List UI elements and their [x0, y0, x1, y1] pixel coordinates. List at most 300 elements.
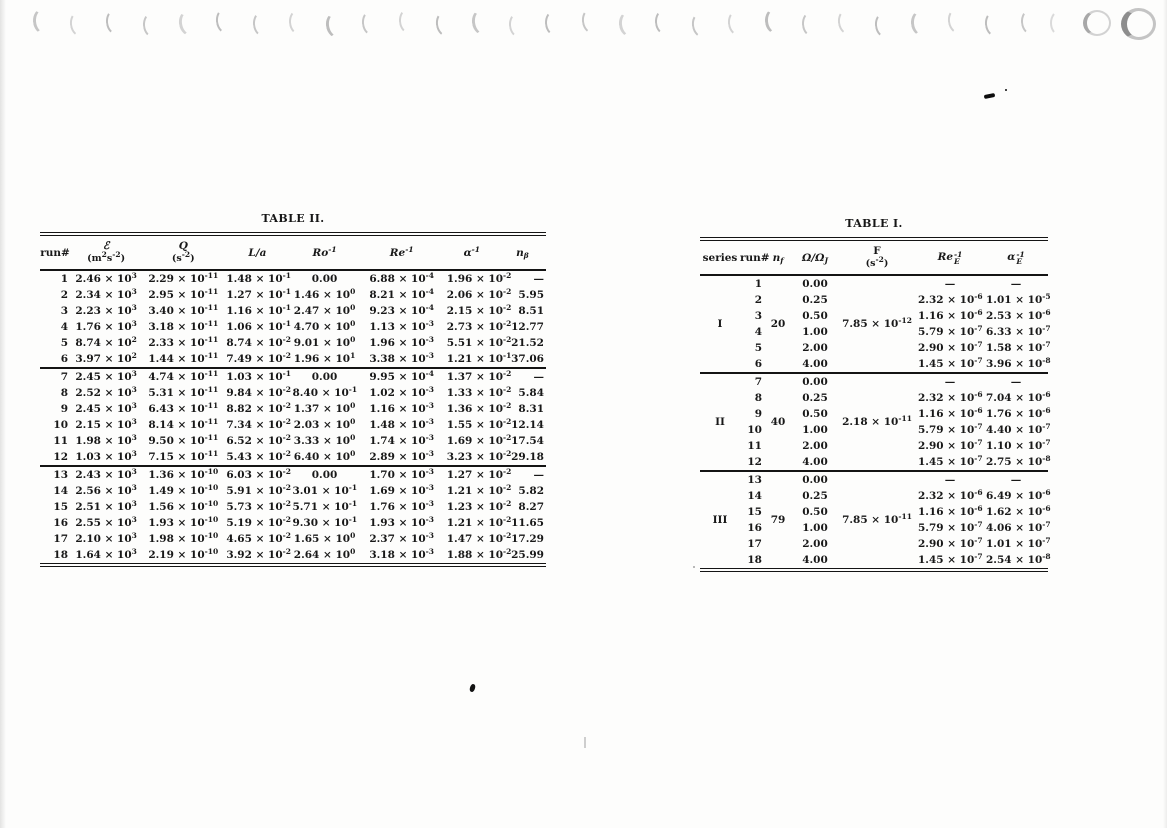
table-cell: 2.00 [802, 439, 828, 452]
table-cell: $9.84 \times 10^{-2}$ [226, 384, 291, 399]
table-cell: 10 [747, 423, 762, 436]
table-cell: $1.16 \times 10^{-6}$ [918, 503, 983, 518]
table-row [40, 270, 546, 287]
column-header: series [702, 251, 738, 264]
table-cell: 5.84 [518, 386, 544, 399]
table-cell: $1.56 \times 10^{-10}$ [148, 498, 219, 513]
table-cell: $2.23 \times 10^3$ [75, 302, 137, 317]
table-cell: 1 [60, 272, 69, 285]
table-cell: $1.55 \times 10^{-2}$ [446, 416, 512, 431]
table-cell: $2.89 \times 10^{-3}$ [369, 448, 434, 463]
table-cell: $2.43 \times 10^3$ [75, 466, 137, 481]
table-cell: $3.38 \times 10^{-3}$ [369, 350, 434, 365]
table-cell: $2.10 \times 10^3$ [75, 530, 137, 545]
table-cell: 17 [53, 532, 69, 545]
table-cell: $3.01 \times 10^{-1}$ [292, 482, 358, 497]
table-row [40, 385, 546, 401]
series-label: II [715, 415, 725, 428]
binding-coil-icon [801, 10, 823, 37]
table-cell: 15 [747, 505, 762, 518]
table-cell: $3.96 \times 10^{-8}$ [986, 355, 1051, 370]
binding-coil-icon [545, 9, 567, 36]
table-ii-title: TABLE II. [261, 212, 325, 225]
table-cell: 18 [53, 548, 69, 561]
table-cell: $1.02 \times 10^{-3}$ [369, 384, 434, 399]
binding-coil-icon [873, 11, 896, 39]
table-cell: $2.46 \times 10^3$ [75, 270, 137, 285]
binding-coil-icon [1020, 8, 1043, 36]
table-cell: 6 [60, 352, 69, 365]
binding-coil-icon [361, 9, 384, 37]
column-header: $\Omega/\Omega_J$ [801, 251, 829, 265]
table-cell: $2.33 \times 10^{-11}$ [148, 334, 219, 349]
table-cell: $8.14 \times 10^{-11}$ [148, 416, 219, 431]
table-cell: $7.04 \times 10^{-6}$ [986, 389, 1051, 404]
table-cell: $8.82 \times 10^{-2}$ [226, 400, 291, 415]
table-cell: — [944, 473, 956, 486]
table-cell: $8.74 \times 10^2$ [75, 334, 137, 349]
table-cell: 17.54 [511, 434, 544, 447]
table-cell: 3 [754, 309, 762, 322]
table-row [40, 401, 546, 417]
table-cell: $8.40 \times 10^{-1}$ [292, 384, 358, 399]
table-cell: 9 [754, 407, 762, 420]
table-cell: $2.06 \times 10^{-2}$ [446, 286, 512, 301]
table-cell: $1.03 \times 10^{-1}$ [226, 368, 291, 383]
table-cell: 8.31 [518, 402, 544, 415]
table-cell: $6.52 \times 10^{-2}$ [226, 432, 291, 447]
table-row [40, 531, 546, 547]
series-group [700, 373, 1051, 471]
column-header: $Ro^{-1}$ [312, 244, 337, 259]
table-cell: — [533, 468, 544, 481]
table-cell: 2.00 [802, 341, 828, 354]
table-cell: 12 [53, 450, 69, 463]
binding-coil-icon [288, 8, 310, 35]
binding-coil-icon [142, 11, 164, 39]
table-ii [40, 232, 546, 567]
table-cell: $1.16 \times 10^{-3}$ [369, 400, 434, 415]
table-cell: $1.16 \times 10^{-6}$ [918, 405, 983, 420]
table-cell: $6.43 \times 10^{-11}$ [148, 400, 219, 415]
table-cell: 11 [53, 434, 69, 447]
table-cell: 37.06 [511, 352, 544, 365]
table-cell: 16 [747, 521, 762, 534]
table-cell: $2.47 \times 10^0$ [293, 302, 356, 317]
table-cell: 5 [60, 336, 69, 349]
table-cell: 7 [60, 370, 69, 383]
table-cell: 2.00 [802, 537, 828, 550]
table-cell: 0.25 [802, 489, 828, 502]
table-cell: — [1010, 473, 1022, 486]
table-cell: $1.13 \times 10^{-3}$ [369, 318, 434, 333]
binding-coil-icon [617, 10, 641, 38]
table-cell: $7.49 \times 10^{-2}$ [226, 350, 291, 365]
table-row [40, 515, 546, 531]
nf-value: 79 [770, 513, 786, 526]
table-cell: $1.44 \times 10^{-11}$ [148, 350, 219, 365]
table-cell: 0.00 [802, 375, 828, 388]
table-cell: $9.30 \times 10^{-1}$ [292, 514, 358, 529]
table-cell: — [944, 277, 956, 290]
ink-speck [1005, 89, 1007, 91]
binding-coil-icon [1050, 10, 1070, 36]
table-cell: $1.69 \times 10^{-2}$ [446, 432, 512, 447]
column-header: run# [740, 251, 770, 264]
binding-coil-icon [507, 11, 530, 39]
table-cell: $2.52 \times 10^3$ [75, 384, 137, 399]
forcing-value: $7.85 \times 10^{-12}$ [842, 315, 912, 330]
column-header: $n_f$ [772, 251, 784, 265]
table-cell: 5.95 [518, 288, 544, 301]
table-cell: $9.50 \times 10^{-11}$ [148, 432, 219, 447]
table-cell: $2.32 \times 10^{-6}$ [918, 291, 983, 306]
table-cell: $9.01 \times 10^0$ [293, 334, 356, 349]
binding-coil-icon [251, 10, 274, 38]
table-cell: 4 [60, 320, 69, 333]
column-header: run# [40, 246, 70, 259]
table-cell: $3.40 \times 10^{-11}$ [148, 302, 219, 317]
table-cell: 13 [53, 468, 69, 481]
table-cell: $1.98 \times 10^3$ [75, 432, 137, 447]
table-cell: 4 [754, 325, 762, 338]
table-cell: 0.00 [802, 473, 828, 486]
table-cell: $2.45 \times 10^3$ [75, 400, 137, 415]
table-cell: 3 [60, 304, 69, 317]
table-cell: $1.58 \times 10^{-7}$ [986, 339, 1051, 354]
table-cell: $5.73 \times 10^{-2}$ [226, 498, 291, 513]
table-cell: 12.14 [511, 418, 544, 431]
table-cell: $1.96 \times 10^1$ [293, 350, 356, 365]
binding-ring-icon [1121, 8, 1156, 40]
table-row [40, 417, 546, 433]
table-cell: $6.88 \times 10^{-4}$ [369, 270, 434, 285]
table-cell: $1.10 \times 10^{-7}$ [986, 437, 1051, 452]
table-cell: $1.65 \times 10^0$ [293, 530, 356, 545]
run-group [40, 466, 546, 565]
table-cell: 13 [747, 473, 762, 486]
table-row [40, 368, 546, 385]
table-cell: $6.03 \times 10^{-2}$ [226, 466, 291, 481]
table-cell: $5.91 \times 10^{-2}$ [226, 482, 291, 497]
table-cell: $1.93 \times 10^{-3}$ [369, 514, 434, 529]
header-row [40, 234, 546, 270]
table-cell: $1.96 \times 10^{-2}$ [446, 270, 512, 285]
table-cell: 8 [754, 391, 762, 404]
table-cell: 4.00 [802, 553, 828, 566]
table-cell: $2.32 \times 10^{-6}$ [918, 487, 983, 502]
table-cell: $1.88 \times 10^{-2}$ [446, 546, 512, 561]
table-cell: $2.54 \times 10^{-8}$ [986, 551, 1051, 566]
table-row [40, 547, 546, 565]
table-cell: — [533, 272, 544, 285]
table-cell: $1.36 \times 10^{-10}$ [148, 466, 219, 481]
table-ii-section [40, 212, 546, 567]
table-cell: $2.55 \times 10^3$ [75, 514, 137, 529]
binding-coil-icon [910, 9, 933, 37]
table-cell: $1.62 \times 10^{-6}$ [986, 503, 1051, 518]
table-cell: $2.73 \times 10^{-2}$ [446, 318, 512, 333]
header-row [700, 239, 1048, 275]
table-i-title: TABLE I. [845, 217, 903, 230]
table-cell: $5.79 \times 10^{-7}$ [918, 323, 983, 338]
binding-coil-icon [946, 6, 970, 35]
table-cell: $4.65 \times 10^{-2}$ [226, 530, 291, 545]
table-cell: $5.19 \times 10^{-2}$ [226, 514, 291, 529]
table-cell: 2 [60, 288, 69, 301]
binding-ring-icon [1083, 10, 1111, 36]
table-cell: 25.99 [511, 548, 544, 561]
table-cell: 0.50 [802, 505, 828, 518]
table-cell: $1.01 \times 10^{-7}$ [986, 535, 1051, 550]
forcing-value: $7.85 \times 10^{-11}$ [842, 511, 912, 526]
table-cell: 5 [754, 341, 762, 354]
table-cell: $2.53 \times 10^{-6}$ [986, 307, 1051, 322]
table-row [40, 466, 546, 483]
table-cell: $5.51 \times 10^{-2}$ [446, 334, 512, 349]
table-cell: $5.79 \times 10^{-7}$ [918, 421, 983, 436]
binding-coil-icon [398, 7, 420, 35]
table-cell: $9.95 \times 10^{-4}$ [369, 368, 434, 383]
table-cell: $2.19 \times 10^{-10}$ [148, 546, 219, 561]
table-head [700, 239, 1048, 275]
table-cell: $1.27 \times 10^{-2}$ [446, 466, 512, 481]
table-cell: 8.51 [518, 304, 544, 317]
table-cell: 12.77 [511, 320, 544, 333]
table-cell: $6.33 \times 10^{-7}$ [986, 323, 1051, 338]
table-cell: $4.40 \times 10^{-7}$ [986, 421, 1051, 436]
table-cell: 16 [53, 516, 69, 529]
table-cell: 9 [60, 402, 69, 415]
table-row [40, 351, 546, 368]
table-cell: $1.96 \times 10^{-3}$ [369, 334, 434, 349]
table-cell: 29.18 [511, 450, 544, 463]
table-cell: $1.45 \times 10^{-7}$ [918, 453, 983, 468]
table-row [700, 373, 1048, 390]
column-header: Re -1 E [937, 249, 963, 266]
table-cell: $1.16 \times 10^{-1}$ [226, 302, 291, 317]
table-row [40, 449, 546, 466]
table-cell: $3.23 \times 10^{-2}$ [446, 448, 512, 463]
table-cell: 11 [747, 439, 762, 452]
table-cell: 0.25 [802, 293, 828, 306]
table-row [40, 335, 546, 351]
table-cell: 1.00 [802, 423, 828, 436]
table-cell: $1.33 \times 10^{-2}$ [446, 384, 512, 399]
series-label: III [712, 513, 728, 526]
table-cell: — [1010, 375, 1022, 388]
table-row [40, 433, 546, 449]
table-cell: $1.48 \times 10^{-1}$ [226, 270, 291, 285]
table-cell: $1.16 \times 10^{-6}$ [918, 307, 983, 322]
table-cell: $2.75 \times 10^{-8}$ [986, 453, 1051, 468]
table-cell: 12 [747, 455, 762, 468]
table-cell: 21.52 [511, 336, 544, 349]
run-group [40, 368, 546, 466]
table-cell: 7 [754, 375, 762, 388]
binding-coil-icon [68, 10, 92, 39]
table-cell: 18 [747, 553, 762, 566]
table-cell: $3.18 \times 10^{-11}$ [148, 318, 219, 333]
table-cell: $1.45 \times 10^{-7}$ [918, 551, 983, 566]
table-cell: 17 [747, 537, 762, 550]
table-cell: $1.64 \times 10^3$ [75, 546, 137, 561]
scan-artifact [693, 566, 695, 568]
spiral-binding [0, 4, 1167, 46]
table-cell: $6.49 \times 10^{-6}$ [986, 487, 1051, 502]
table-cell: $1.98 \times 10^{-10}$ [148, 530, 219, 545]
table-cell: $4.06 \times 10^{-7}$ [986, 519, 1051, 534]
column-header: L/a [248, 246, 267, 259]
table-cell: $1.76 \times 10^{-6}$ [986, 405, 1051, 420]
binding-coil-icon [32, 7, 55, 34]
table-cell: 14 [747, 489, 762, 502]
table-cell: $2.32 \times 10^{-6}$ [918, 389, 983, 404]
table-cell: $4.74 \times 10^{-11}$ [148, 368, 219, 383]
binding-coil-icon [580, 7, 604, 36]
table-head [40, 234, 546, 270]
table-row [40, 319, 546, 335]
table-cell: $9.23 \times 10^{-4}$ [369, 302, 434, 317]
ink-speck [984, 93, 996, 99]
table-cell: $1.37 \times 10^{-2}$ [446, 368, 512, 383]
table-cell: $2.95 \times 10^{-11}$ [148, 286, 219, 301]
forcing-value: $2.18 \times 10^{-11}$ [842, 413, 912, 428]
table-cell: 4.00 [802, 357, 828, 370]
table-cell: $2.45 \times 10^3$ [75, 368, 137, 383]
binding-coil-icon [764, 7, 788, 35]
run-group [40, 270, 546, 368]
table-cell: $4.70 \times 10^0$ [293, 318, 356, 333]
table-cell: $7.15 \times 10^{-11}$ [148, 448, 219, 463]
table-cell: 1 [754, 277, 762, 290]
column-header: $\alpha^{-1}$ [463, 244, 481, 259]
table-cell: $1.01 \times 10^{-5}$ [986, 291, 1051, 306]
column-header: $Re^{-1}$ [389, 244, 414, 259]
table-row [40, 483, 546, 499]
table-cell: $1.21 \times 10^{-2}$ [446, 514, 512, 529]
table-cell: 0.00 [802, 277, 828, 290]
table-cell: $1.21 \times 10^{-1}$ [446, 350, 512, 365]
table-row [40, 287, 546, 303]
table-cell: $2.90 \times 10^{-7}$ [918, 437, 983, 452]
column-header: α -1 E [1007, 249, 1025, 266]
table-cell: 5.82 [518, 484, 544, 497]
table-cell: $1.06 \times 10^{-1}$ [226, 318, 291, 333]
table-cell: $5.31 \times 10^{-11}$ [148, 384, 219, 399]
table-i [700, 237, 1051, 572]
table-cell: 0.00 [311, 370, 338, 383]
table-cell: $1.36 \times 10^{-2}$ [446, 400, 512, 415]
table-cell: $1.48 \times 10^{-3}$ [369, 416, 434, 431]
table-cell: 2 [754, 293, 762, 306]
table-cell: 0.50 [802, 407, 828, 420]
table-cell: $1.37 \times 10^0$ [293, 400, 356, 415]
nf-value: 20 [770, 317, 786, 330]
scan-artifact [584, 737, 586, 748]
binding-coil-icon [654, 8, 676, 36]
scan-edge-shadow-right [1163, 0, 1167, 828]
table-cell: $2.34 \times 10^3$ [75, 286, 137, 301]
table-cell: $7.34 \times 10^{-2}$ [226, 416, 291, 431]
table-row [40, 499, 546, 515]
table-cell: — [944, 375, 956, 388]
table-cell: $2.51 \times 10^3$ [75, 498, 137, 513]
table-cell: $1.69 \times 10^{-3}$ [369, 482, 434, 497]
table-cell: $6.40 \times 10^0$ [293, 448, 356, 463]
table-cell: $8.21 \times 10^{-4}$ [369, 286, 434, 301]
binding-coil-icon [324, 11, 349, 40]
nf-value: 40 [770, 415, 786, 428]
series-group [700, 471, 1051, 570]
table-cell: $3.97 \times 10^2$ [75, 350, 137, 365]
table-cell: 11.65 [511, 516, 544, 529]
table-cell: $1.93 \times 10^{-10}$ [148, 514, 219, 529]
table-cell: $2.37 \times 10^{-3}$ [369, 530, 434, 545]
column-header: ℰ $(m^2s^{-2})$ [87, 240, 126, 264]
table-cell: $1.74 \times 10^{-3}$ [369, 432, 434, 447]
table-cell: $1.46 \times 10^0$ [293, 286, 356, 301]
table-cell: 8.27 [518, 500, 544, 513]
table-cell: $1.49 \times 10^{-10}$ [148, 482, 219, 497]
column-header: F $(s^{-2})$ [865, 245, 889, 269]
table-cell: 6 [754, 357, 762, 370]
binding-coil-icon [470, 8, 494, 37]
binding-coil-icon [177, 8, 202, 37]
table-cell: 0.00 [311, 272, 338, 285]
table-cell: 15 [53, 500, 69, 513]
table-cell: $1.70 \times 10^{-3}$ [369, 466, 434, 481]
series-label: I [717, 317, 723, 330]
table-row [700, 471, 1048, 488]
table-cell: $3.92 \times 10^{-2}$ [226, 546, 291, 561]
table-cell: $3.33 \times 10^0$ [293, 432, 356, 447]
table-cell: $2.15 \times 10^{-2}$ [446, 302, 512, 317]
table-cell: $2.03 \times 10^0$ [293, 416, 356, 431]
table-cell: $1.76 \times 10^3$ [75, 318, 137, 333]
table-cell: $2.90 \times 10^{-7}$ [918, 339, 983, 354]
binding-coil-icon [105, 8, 128, 36]
column-header: Q $(s^{-2})$ [171, 240, 195, 264]
table-cell: $1.27 \times 10^{-1}$ [226, 286, 291, 301]
series-group [700, 275, 1051, 373]
table-cell: 1.00 [802, 325, 828, 338]
table-row [700, 275, 1048, 292]
table-cell: 10 [53, 418, 69, 431]
ink-speck [469, 683, 476, 692]
table-cell: $5.79 \times 10^{-7}$ [918, 519, 983, 534]
table-cell: — [1010, 277, 1022, 290]
table-cell: 14 [53, 484, 69, 497]
table-cell: $2.29 \times 10^{-11}$ [148, 270, 219, 285]
table-cell: — [533, 370, 544, 383]
table-i-section [700, 217, 1051, 572]
table-cell: 0.00 [311, 468, 338, 481]
table-cell: $1.76 \times 10^{-3}$ [369, 498, 434, 513]
table-cell: $2.90 \times 10^{-7}$ [918, 535, 983, 550]
table-cell: $5.43 \times 10^{-2}$ [226, 448, 291, 463]
table-cell: $8.74 \times 10^{-2}$ [226, 334, 291, 349]
table-cell: 4.00 [802, 455, 828, 468]
table-cell: $1.47 \times 10^{-2}$ [446, 530, 512, 545]
table-cell: $1.21 \times 10^{-2}$ [446, 482, 512, 497]
binding-coil-icon [727, 9, 750, 38]
binding-coil-icon [983, 10, 1006, 39]
table-cell: $1.45 \times 10^{-7}$ [918, 355, 983, 370]
table-cell: 0.25 [802, 391, 828, 404]
table-cell: 1.00 [802, 521, 828, 534]
table-row [40, 303, 546, 319]
